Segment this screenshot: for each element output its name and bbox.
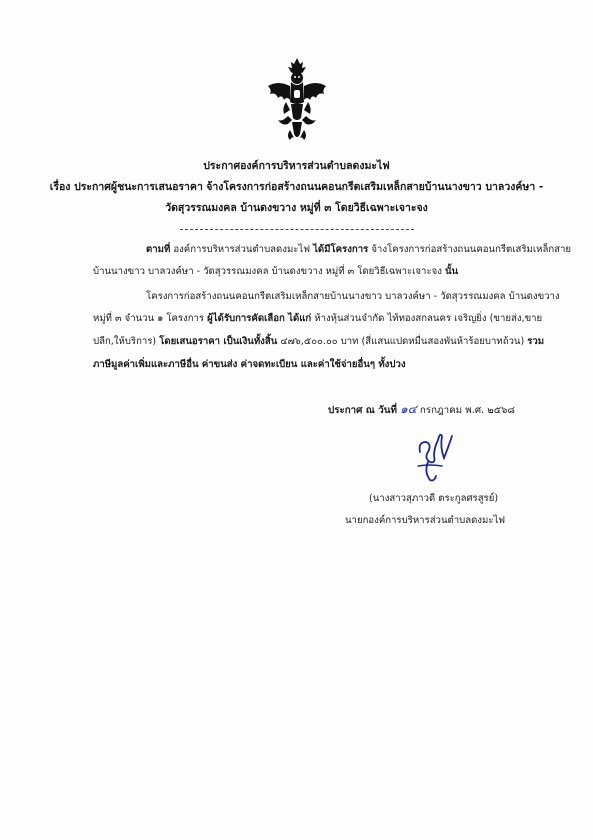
date-prefix: ประกาศ ณ วันที่: [328, 405, 397, 416]
subject-line-1-text: จ้างโครงการก่อสร้างถนนคอนกรีตเสริมเหล็กสายบ้านนางขาว บาลวงค์ษา -: [206, 181, 544, 193]
subject-line-2: วัดสุวรรณมงคล บ้านดงขวาง หมู่ที่ ๓ โดยวิธีเฉพาะเจาะจง: [165, 202, 428, 214]
p1-lead: ตามที่: [146, 244, 171, 255]
p2-selected-label: ผู้ได้รับการคัดเลือก ได้แก่: [207, 313, 312, 324]
p1-has-project: ได้มีโครงการ: [313, 244, 369, 255]
announcement-title: ประกาศองค์การบริหารส่วนตำบลดงมะไฟ: [203, 160, 390, 172]
paragraph-2-line-1: โครงการก่อสร้างถนนคอนกรีตเสริมเหล็กสายบ้านนางขาว บาลวงค์ษา - วัดสุวรรณมงคล บ้านดงขวาง: [146, 291, 560, 302]
paragraph-1-line-1: [146, 242, 571, 257]
date-month-year: กรกฎาคม พ.ศ. ๒๕๖๘: [419, 405, 515, 416]
garuda-emblem-icon: [264, 56, 330, 142]
paragraph-2-line-4: ภาษีมูลค่าเพิ่มและภาษีอื่น ค่าขนส่ง ค่าจดทะเบียน และค่าใช้จ่ายอื่นๆ ทั้งปวง: [93, 359, 406, 370]
p1-line2-end: นั้น: [444, 266, 459, 277]
dashed-divider: [180, 229, 414, 230]
p1-project: จ้างโครงการก่อสร้างถนนคอนกรีตเสริมเหล็กสาย: [371, 244, 572, 255]
p2-contractor-cont: ปลีก,ให้บริการ): [93, 336, 157, 347]
p2-price-label: โดยเสนอราคา เป็นเงินทั้งสิ้น: [159, 336, 278, 347]
p2-price-amount: ๔๗๖,๕๐๐.๐๐ บาท (สี่แสนแปดหมื่นสองพันห้าร้อยบาทถ้วน): [280, 336, 525, 347]
p1-org: องค์การบริหารส่วนตำบลดงมะไฟ: [173, 244, 311, 255]
paragraph-2-line-2: [93, 311, 542, 326]
paragraph-1-line-2: [93, 264, 458, 279]
p1-line2-text: บ้านนางขาว บาลวงค์ษา - วัดสุวรรณมงคล บ้านดงขวาง หมู่ที่ ๓ โดยวิธีเฉพาะเจาะจง: [93, 266, 442, 277]
subject-line-1: [0, 178, 593, 195]
announcement-date: [328, 400, 515, 419]
p2-qty: หมู่ที่ ๓ จำนวน ๑ โครงการ: [93, 313, 205, 324]
p2-contractor: ห้างหุ้นส่วนจำกัด ไท้ทองสกลนคร เจริญยิ่ง (ขายส่ง,ขาย: [314, 313, 543, 324]
subject-label: เรื่อง ประกาศผู้ชนะการเสนอราคา: [49, 181, 203, 193]
p2-including: รวม: [527, 336, 545, 347]
handwritten-signature: [410, 428, 460, 484]
signatory-position: นายกองค์การบริหารส่วนตำบลดงมะไฟ: [345, 515, 506, 526]
signatory-name: (นางสาวสุภาวดี ตระกูลศรสูรย์): [369, 493, 499, 504]
date-day: ๑๔: [400, 402, 417, 416]
paragraph-2-line-3: [93, 334, 544, 349]
